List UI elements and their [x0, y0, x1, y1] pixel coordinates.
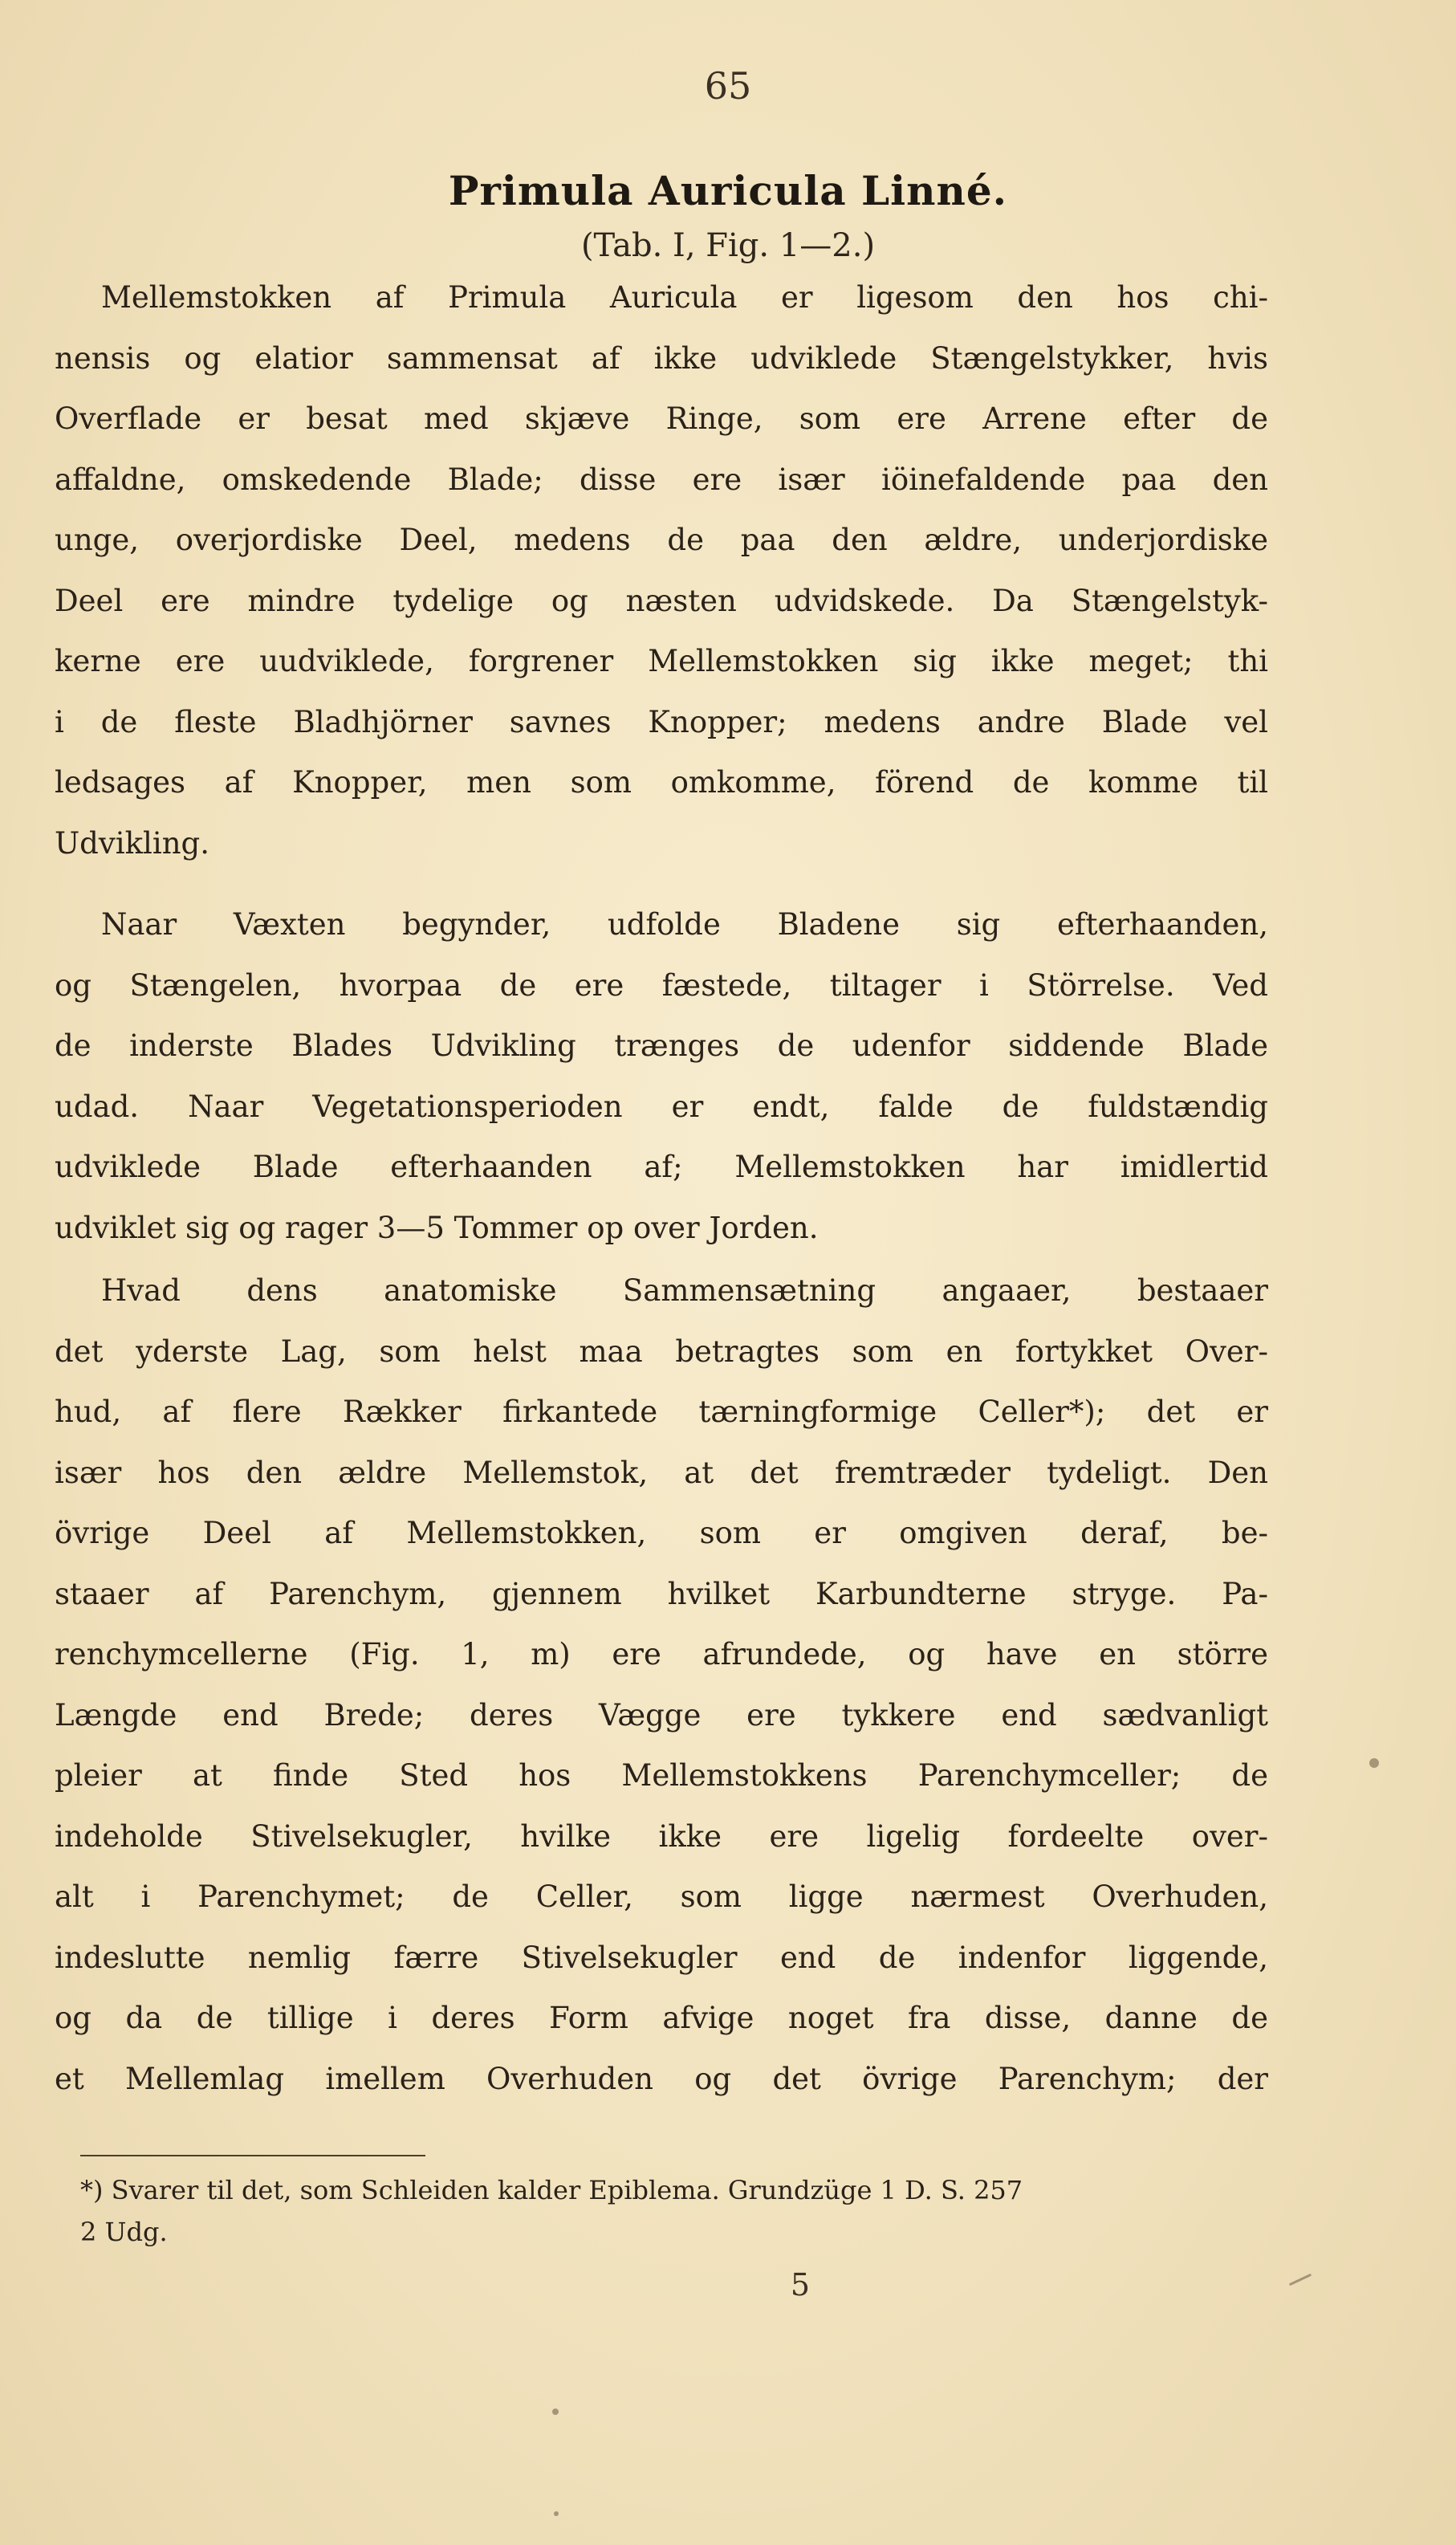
- text-line: alt i Parenchymet; de Celler, som ligge nærmest Overhuden,: [55, 1879, 1268, 1914]
- text-line: og da de tillige i deres Form afvige noget fra disse, danne de: [55, 2001, 1268, 2035]
- text-line: Hvad dens anatomiske Sammensætning angaaer, bestaaer: [101, 1273, 1268, 1308]
- text-line: især hos den ældre Mellemstok, at det fremtræder tydeligt. Den: [55, 1455, 1268, 1490]
- paragraph-1: [55, 267, 1268, 873]
- page-number: 65: [704, 64, 752, 108]
- text-line: udviklet sig og rager 3—5 Tommer op over Jorden.: [55, 1210, 819, 1245]
- text-line: Deel ere mindre tydelige og næsten udvidskede. Da Stængelstyk-: [55, 583, 1268, 618]
- footnote-line: 2 Udg.: [80, 2217, 168, 2247]
- text-line: Længde end Brede; deres Vægge ere tykkere end sædvanligt: [55, 1697, 1268, 1733]
- text-line: et Mellemlag imellem Overhuden og det övrige Parenchym; der: [55, 2061, 1268, 2096]
- text-line: pleier at finde Sted hos Mellemstokkens Parenchymceller; de: [55, 1758, 1268, 1793]
- text-line: Udvikling.: [55, 825, 209, 861]
- paragraph-3: [55, 1260, 1268, 2109]
- text-line: og Stængelen, hvorpaa de ere fæstede, tiltager i Störrelse. Ved: [55, 967, 1268, 1003]
- text-line: hud, af flere Rækker firkantede tærningformige Celler*); det er: [55, 1395, 1268, 1429]
- printer-signature-mark: 5: [790, 2267, 811, 2303]
- text-line: indeslutte nemlig færre Stivelsekugler end de indenfor liggende,: [55, 1940, 1268, 1975]
- text-line: nensis og elatior sammensat af ikke udviklede Stængelstykker, hvis: [55, 340, 1268, 376]
- text-line: kerne ere uudviklede, forgrener Mellemstokken sig ikke meget; thi: [55, 644, 1268, 678]
- text-line: Overflade er besat med skjæve Ringe, som ere Arrene efter de: [55, 401, 1268, 436]
- text-line: udviklede Blade efterhaanden af; Mellemstokken har imidlertid: [55, 1150, 1268, 1184]
- text-line: Mellemstokken af Primula Auricula er ligesom den hos chi-: [101, 280, 1268, 315]
- text-line: Naar Væxten begynder, udfolde Bladene sig efterhaanden,: [101, 907, 1268, 942]
- footnote: [80, 2169, 1260, 2253]
- text-line: övrige Deel af Mellemstokken, som er omgiven deraf, be-: [55, 1516, 1268, 1550]
- text-line: unge, overjordiske Deel, medens de paa den ældre, underjordiske: [55, 523, 1268, 557]
- paper-speck: [552, 2409, 559, 2415]
- figure-reference: (Tab. I, Fig. 1—2.): [580, 227, 876, 264]
- text-line: i de fleste Bladhjörner savnes Knopper; medens andre Blade vel: [55, 704, 1268, 739]
- text-line: det yderste Lag, som helst maa betragtes som en fortykket Over-: [55, 1334, 1268, 1369]
- footnote-divider: [80, 2155, 425, 2156]
- paper-speck: [554, 2511, 559, 2516]
- text-line: staaer af Parenchym, gjennem hvilket Karbundterne stryge. Pa-: [55, 1576, 1268, 1611]
- text-line: renchymcellerne (Fig. 1, m) ere afrundede, og have en större: [55, 1637, 1268, 1672]
- paper-speck: [1369, 1758, 1379, 1768]
- text-line: de inderste Blades Udvikling trænges de udenfor siddende Blade: [55, 1028, 1268, 1063]
- text-line: ledsages af Knopper, men som omkomme, förend de komme til: [55, 765, 1268, 800]
- text-line: affaldne, omskedende Blade; disse ere især iöinefaldende paa den: [55, 462, 1268, 497]
- text-line: indeholde Stivelsekugler, hvilke ikke ere ligelig fordeelte over-: [55, 1818, 1268, 1854]
- section-title: Primula Auricula Linné.: [448, 167, 1008, 214]
- paragraph-2: [55, 894, 1268, 1258]
- text-line: udad. Naar Vegetationsperioden er endt, falde de fuldstændig: [55, 1089, 1268, 1124]
- section-heading: [0, 167, 1456, 264]
- footnote-line: *) Svarer til det, som Schleiden kalder Epiblema. Grundzüge 1 D. S. 257: [80, 2175, 1023, 2205]
